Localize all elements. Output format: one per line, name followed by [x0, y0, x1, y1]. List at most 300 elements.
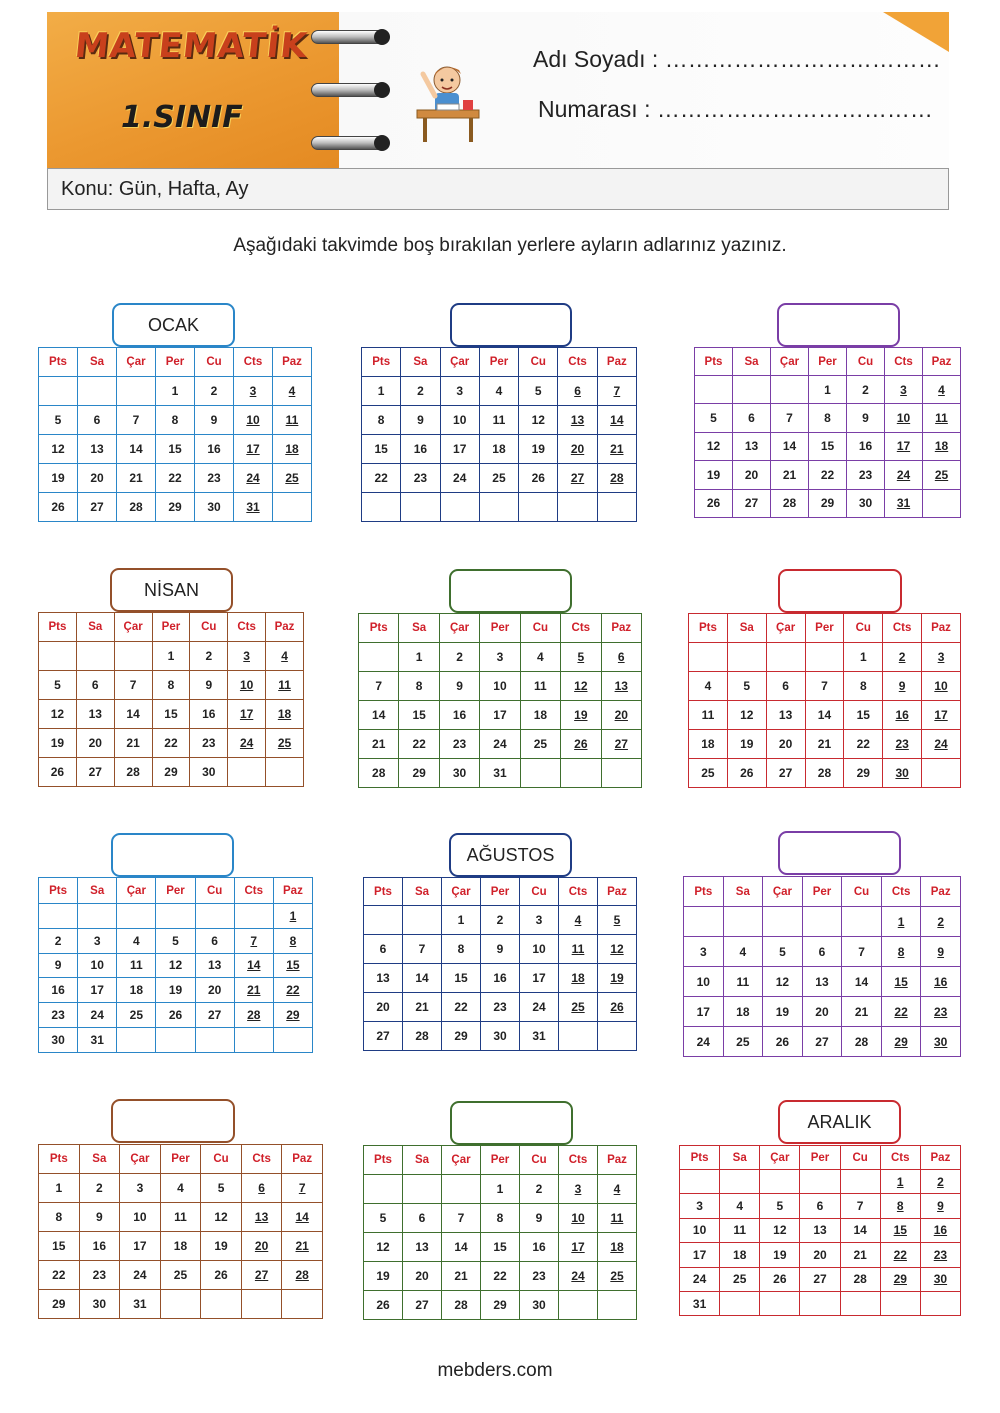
day-cell: 17	[684, 997, 724, 1027]
day-cell: 6	[802, 937, 842, 967]
day-cell: 24	[680, 1267, 720, 1291]
weekday-header: Per	[481, 1146, 520, 1175]
weekday-header: Çar	[117, 348, 156, 377]
day-cell: 17	[440, 435, 479, 464]
day-cell: 25	[266, 729, 304, 758]
weekday-header: Sa	[78, 878, 117, 904]
day-cell	[440, 493, 479, 522]
day-cell: 21	[840, 1243, 880, 1267]
day-cell: 31	[520, 1022, 559, 1051]
day-cell: 18	[273, 435, 312, 464]
day-cell	[201, 1290, 242, 1319]
day-cell: 16	[439, 701, 479, 730]
day-cell	[805, 643, 844, 672]
day-cell: 23	[190, 729, 228, 758]
day-cell: 13	[800, 1218, 840, 1242]
month-name-label: ARALIK	[778, 1100, 901, 1144]
day-cell	[195, 1027, 234, 1052]
day-cell: 19	[39, 729, 77, 758]
day-cell: 25	[598, 1262, 637, 1291]
weekday-header: Cts	[881, 877, 921, 907]
day-cell: 17	[228, 700, 266, 729]
day-cell: 22	[481, 1262, 520, 1291]
day-cell: 16	[520, 1233, 559, 1262]
weekday-header: Cts	[559, 1146, 598, 1175]
day-cell: 28	[840, 1267, 880, 1291]
day-cell: 30	[847, 489, 885, 517]
day-cell: 5	[364, 1204, 403, 1233]
day-cell: 4	[160, 1174, 201, 1203]
day-cell	[766, 643, 805, 672]
month-name-blank-input[interactable]	[450, 303, 572, 347]
day-cell: 19	[760, 1243, 800, 1267]
day-cell: 11	[559, 935, 598, 964]
day-cell: 12	[39, 435, 78, 464]
calendar-table	[688, 613, 961, 788]
day-cell	[442, 1175, 481, 1204]
weekday-header: Paz	[922, 614, 961, 643]
day-cell: 28	[234, 1003, 273, 1028]
day-cell	[403, 906, 442, 935]
day-cell: 9	[481, 935, 520, 964]
day-cell: 13	[558, 406, 597, 435]
day-cell: 2	[79, 1174, 120, 1203]
day-cell: 26	[760, 1267, 800, 1291]
day-cell: 9	[883, 672, 922, 701]
day-cell: 27	[364, 1022, 403, 1051]
day-cell	[561, 759, 601, 788]
weekday-header: Çar	[439, 614, 479, 643]
day-cell: 12	[519, 406, 558, 435]
day-cell: 30	[883, 759, 922, 788]
day-cell: 17	[480, 701, 520, 730]
day-cell: 1	[442, 906, 481, 935]
day-cell: 24	[520, 993, 559, 1022]
day-cell: 12	[763, 967, 803, 997]
day-cell: 24	[922, 730, 961, 759]
weekday-header: Per	[800, 1146, 840, 1170]
calendar-table	[38, 877, 313, 1053]
calendar-table	[38, 612, 304, 787]
day-cell: 12	[201, 1203, 242, 1232]
day-cell: 11	[720, 1218, 760, 1242]
day-cell: 8	[880, 1194, 920, 1218]
day-cell: 15	[880, 1218, 920, 1242]
day-cell: 3	[480, 643, 520, 672]
day-cell: 29	[442, 1022, 481, 1051]
weekday-header: Per	[152, 613, 190, 642]
weekday-header: Cu	[520, 614, 560, 643]
day-cell: 30	[921, 1027, 961, 1057]
weekday-header: Pts	[39, 613, 77, 642]
weekday-header: Sa	[723, 877, 763, 907]
binder-ring-icon	[311, 136, 387, 150]
day-cell: 3	[440, 377, 479, 406]
day-cell: 27	[76, 758, 114, 787]
day-cell: 7	[117, 406, 156, 435]
day-cell: 19	[39, 464, 78, 493]
day-cell: 30	[439, 759, 479, 788]
day-cell	[760, 1170, 800, 1194]
day-cell: 17	[885, 432, 923, 460]
day-cell: 24	[120, 1261, 161, 1290]
day-cell: 24	[684, 1027, 724, 1057]
day-cell: 3	[228, 642, 266, 671]
day-cell: 30	[195, 493, 234, 522]
weekday-header: Per	[156, 878, 195, 904]
day-cell: 28	[597, 464, 636, 493]
day-cell: 28	[114, 758, 152, 787]
day-cell: 13	[403, 1233, 442, 1262]
month-name-blank-input[interactable]	[450, 1101, 573, 1145]
day-cell: 13	[241, 1203, 282, 1232]
day-cell: 6	[601, 643, 641, 672]
day-cell: 2	[190, 642, 228, 671]
weekday-header: Per	[479, 348, 518, 377]
weekday-header: Cu	[520, 878, 559, 906]
calendar-table	[358, 613, 642, 788]
day-cell: 5	[598, 906, 637, 935]
day-cell: 28	[842, 1027, 882, 1057]
day-cell: 3	[680, 1194, 720, 1218]
weekday-header: Cu	[201, 1145, 242, 1174]
day-cell: 13	[766, 701, 805, 730]
day-cell: 7	[114, 671, 152, 700]
name-field[interactable]: Adı Soyadı : ………………………………	[533, 46, 941, 72]
day-cell: 10	[228, 671, 266, 700]
number-field[interactable]: Numarası : ………………………………	[538, 96, 933, 122]
day-cell: 12	[760, 1218, 800, 1242]
weekday-header: Cts	[234, 878, 273, 904]
day-cell: 2	[921, 907, 961, 937]
day-cell: 4	[520, 643, 560, 672]
month-name-label: OCAK	[112, 303, 235, 347]
day-cell	[559, 1291, 598, 1320]
weekday-header: Paz	[273, 348, 312, 377]
day-cell	[800, 1291, 840, 1315]
day-cell: 17	[78, 978, 117, 1003]
day-cell	[234, 1027, 273, 1052]
day-cell: 16	[847, 432, 885, 460]
day-cell	[117, 377, 156, 406]
day-cell: 14	[359, 701, 399, 730]
day-cell: 8	[844, 672, 883, 701]
day-cell: 28	[403, 1022, 442, 1051]
day-cell: 5	[760, 1194, 800, 1218]
day-cell: 28	[282, 1261, 323, 1290]
day-cell: 7	[282, 1174, 323, 1203]
day-cell: 5	[39, 671, 77, 700]
weekday-header: Çar	[766, 614, 805, 643]
day-cell: 10	[480, 672, 520, 701]
day-cell	[78, 904, 117, 929]
day-cell: 23	[883, 730, 922, 759]
weekday-header: Per	[480, 614, 520, 643]
day-cell: 14	[234, 953, 273, 978]
day-cell: 4	[720, 1194, 760, 1218]
day-cell: 20	[78, 464, 117, 493]
day-cell	[727, 643, 766, 672]
subject-title: MATEMATİK	[72, 26, 310, 66]
day-cell: 8	[399, 672, 439, 701]
day-cell	[923, 489, 961, 517]
day-cell: 11	[689, 701, 728, 730]
day-cell: 9	[190, 671, 228, 700]
day-cell: 26	[519, 464, 558, 493]
day-cell: 16	[481, 964, 520, 993]
day-cell: 28	[117, 493, 156, 522]
calendar-table	[361, 347, 637, 522]
day-cell: 4	[598, 1175, 637, 1204]
month-name-blank-input[interactable]	[778, 831, 901, 875]
day-cell: 23	[195, 464, 234, 493]
day-cell: 30	[39, 1027, 78, 1052]
day-cell: 8	[362, 406, 401, 435]
day-cell: 31	[234, 493, 273, 522]
binder-ring-icon	[311, 30, 387, 44]
day-cell: 9	[195, 406, 234, 435]
day-cell: 6	[766, 672, 805, 701]
day-cell: 15	[442, 964, 481, 993]
day-cell: 15	[362, 435, 401, 464]
day-cell: 18	[559, 964, 598, 993]
weekday-header: Paz	[266, 613, 304, 642]
day-cell: 12	[156, 953, 195, 978]
day-cell: 8	[442, 935, 481, 964]
day-cell	[760, 1291, 800, 1315]
weekday-header: Cu	[195, 348, 234, 377]
day-cell: 24	[78, 1003, 117, 1028]
day-cell: 30	[481, 1022, 520, 1051]
day-cell: 11	[160, 1203, 201, 1232]
day-cell	[800, 1170, 840, 1194]
weekday-header: Çar	[771, 348, 809, 376]
day-cell: 15	[39, 1232, 80, 1261]
day-cell: 10	[520, 935, 559, 964]
day-cell	[519, 493, 558, 522]
day-cell: 5	[201, 1174, 242, 1203]
day-cell	[598, 1291, 637, 1320]
day-cell: 27	[78, 493, 117, 522]
day-cell: 20	[733, 461, 771, 489]
weekday-header: Paz	[923, 348, 961, 376]
day-cell: 4	[117, 928, 156, 953]
day-cell: 15	[273, 953, 312, 978]
day-cell: 22	[152, 729, 190, 758]
day-cell: 3	[885, 376, 923, 404]
day-cell: 22	[273, 978, 312, 1003]
day-cell: 23	[921, 997, 961, 1027]
weekday-header: Pts	[359, 614, 399, 643]
day-cell: 30	[920, 1267, 960, 1291]
day-cell: 18	[689, 730, 728, 759]
day-cell: 15	[152, 700, 190, 729]
day-cell: 4	[923, 376, 961, 404]
day-cell: 5	[727, 672, 766, 701]
day-cell	[684, 907, 724, 937]
weekday-header: Cu	[195, 878, 234, 904]
weekday-header: Cu	[840, 1146, 880, 1170]
weekday-header: Çar	[117, 878, 156, 904]
day-cell: 16	[883, 701, 922, 730]
day-cell: 13	[195, 953, 234, 978]
month-name-blank-input[interactable]	[778, 569, 902, 613]
weekday-header: Çar	[763, 877, 803, 907]
day-cell: 27	[766, 759, 805, 788]
weekday-header: Pts	[364, 1146, 403, 1175]
month-name-blank-input[interactable]	[449, 569, 572, 613]
day-cell: 29	[156, 493, 195, 522]
day-cell: 21	[805, 730, 844, 759]
day-cell: 29	[399, 759, 439, 788]
day-cell: 30	[190, 758, 228, 787]
day-cell: 26	[39, 493, 78, 522]
day-cell: 27	[403, 1291, 442, 1320]
day-cell	[520, 759, 560, 788]
day-cell: 2	[520, 1175, 559, 1204]
day-cell: 24	[440, 464, 479, 493]
day-cell: 18	[266, 700, 304, 729]
day-cell	[720, 1170, 760, 1194]
day-cell: 20	[800, 1243, 840, 1267]
day-cell: 25	[273, 464, 312, 493]
day-cell: 1	[809, 376, 847, 404]
day-cell: 23	[79, 1261, 120, 1290]
day-cell: 18	[720, 1243, 760, 1267]
day-cell: 14	[117, 435, 156, 464]
day-cell: 24	[234, 464, 273, 493]
weekday-header: Per	[481, 878, 520, 906]
day-cell: 21	[403, 993, 442, 1022]
weekday-header: Sa	[720, 1146, 760, 1170]
day-cell: 6	[195, 928, 234, 953]
day-cell	[598, 1022, 637, 1051]
day-cell: 3	[78, 928, 117, 953]
day-cell	[234, 904, 273, 929]
weekday-header: Cts	[883, 614, 922, 643]
day-cell: 31	[680, 1291, 720, 1315]
month-name-blank-input[interactable]	[777, 303, 900, 347]
day-cell: 21	[282, 1232, 323, 1261]
day-cell: 20	[241, 1232, 282, 1261]
day-cell: 20	[601, 701, 641, 730]
day-cell: 8	[156, 406, 195, 435]
day-cell: 3	[559, 1175, 598, 1204]
weekday-header: Per	[156, 348, 195, 377]
day-cell: 16	[920, 1218, 960, 1242]
day-cell: 26	[695, 489, 733, 517]
day-cell: 4	[266, 642, 304, 671]
day-cell: 6	[78, 406, 117, 435]
day-cell: 29	[273, 1003, 312, 1028]
day-cell	[601, 759, 641, 788]
month-name-label: NİSAN	[110, 568, 233, 612]
day-cell: 21	[234, 978, 273, 1003]
month-name-blank-input[interactable]	[111, 833, 234, 877]
weekday-header: Çar	[442, 1146, 481, 1175]
day-cell: 29	[152, 758, 190, 787]
calendar-table	[694, 347, 961, 518]
student-at-desk-icon	[415, 58, 481, 144]
day-cell	[479, 493, 518, 522]
day-cell: 24	[480, 730, 520, 759]
weekday-header: Cu	[520, 1146, 559, 1175]
day-cell: 18	[117, 978, 156, 1003]
day-cell: 27	[733, 489, 771, 517]
day-cell: 8	[881, 937, 921, 967]
weekday-header: Cu	[844, 614, 883, 643]
day-cell: 25	[479, 464, 518, 493]
day-cell: 3	[684, 937, 724, 967]
day-cell: 23	[920, 1243, 960, 1267]
day-cell: 21	[117, 464, 156, 493]
day-cell: 14	[403, 964, 442, 993]
weekday-header: Pts	[39, 878, 78, 904]
day-cell: 19	[561, 701, 601, 730]
day-cell: 22	[399, 730, 439, 759]
day-cell: 27	[241, 1261, 282, 1290]
day-cell: 22	[442, 993, 481, 1022]
weekday-header: Paz	[920, 1146, 960, 1170]
day-cell: 13	[802, 967, 842, 997]
calendar-table	[38, 1144, 323, 1319]
day-cell: 29	[39, 1290, 80, 1319]
day-cell: 14	[282, 1203, 323, 1232]
binder-rings	[311, 12, 391, 168]
day-cell	[364, 906, 403, 935]
day-cell: 25	[720, 1267, 760, 1291]
calendar-table	[363, 877, 637, 1051]
day-cell: 9	[439, 672, 479, 701]
weekday-header: Sa	[403, 878, 442, 906]
day-cell: 10	[440, 406, 479, 435]
weekday-header: Cts	[559, 878, 598, 906]
weekday-header: Sa	[733, 348, 771, 376]
day-cell: 17	[234, 435, 273, 464]
day-cell: 25	[160, 1261, 201, 1290]
calendar-table	[683, 876, 961, 1057]
day-cell: 23	[401, 464, 440, 493]
day-cell: 29	[881, 1027, 921, 1057]
day-cell: 5	[763, 937, 803, 967]
day-cell: 11	[598, 1204, 637, 1233]
day-cell: 15	[881, 967, 921, 997]
day-cell: 19	[598, 964, 637, 993]
day-cell: 7	[840, 1194, 880, 1218]
weekday-header: Sa	[401, 348, 440, 377]
month-name-blank-input[interactable]	[111, 1099, 235, 1143]
day-cell: 7	[842, 937, 882, 967]
day-cell: 29	[809, 489, 847, 517]
weekday-header: Sa	[403, 1146, 442, 1175]
day-cell: 16	[190, 700, 228, 729]
weekday-header: Per	[809, 348, 847, 376]
day-cell: 26	[39, 758, 77, 787]
day-cell: 3	[520, 906, 559, 935]
day-cell: 1	[880, 1170, 920, 1194]
day-cell	[364, 1175, 403, 1204]
day-cell: 26	[598, 993, 637, 1022]
day-cell: 5	[561, 643, 601, 672]
day-cell: 30	[520, 1291, 559, 1320]
day-cell: 1	[844, 643, 883, 672]
day-cell: 12	[364, 1233, 403, 1262]
day-cell: 22	[881, 997, 921, 1027]
weekday-header: Pts	[695, 348, 733, 376]
day-cell: 18	[598, 1233, 637, 1262]
day-cell	[558, 493, 597, 522]
day-cell: 11	[923, 404, 961, 432]
